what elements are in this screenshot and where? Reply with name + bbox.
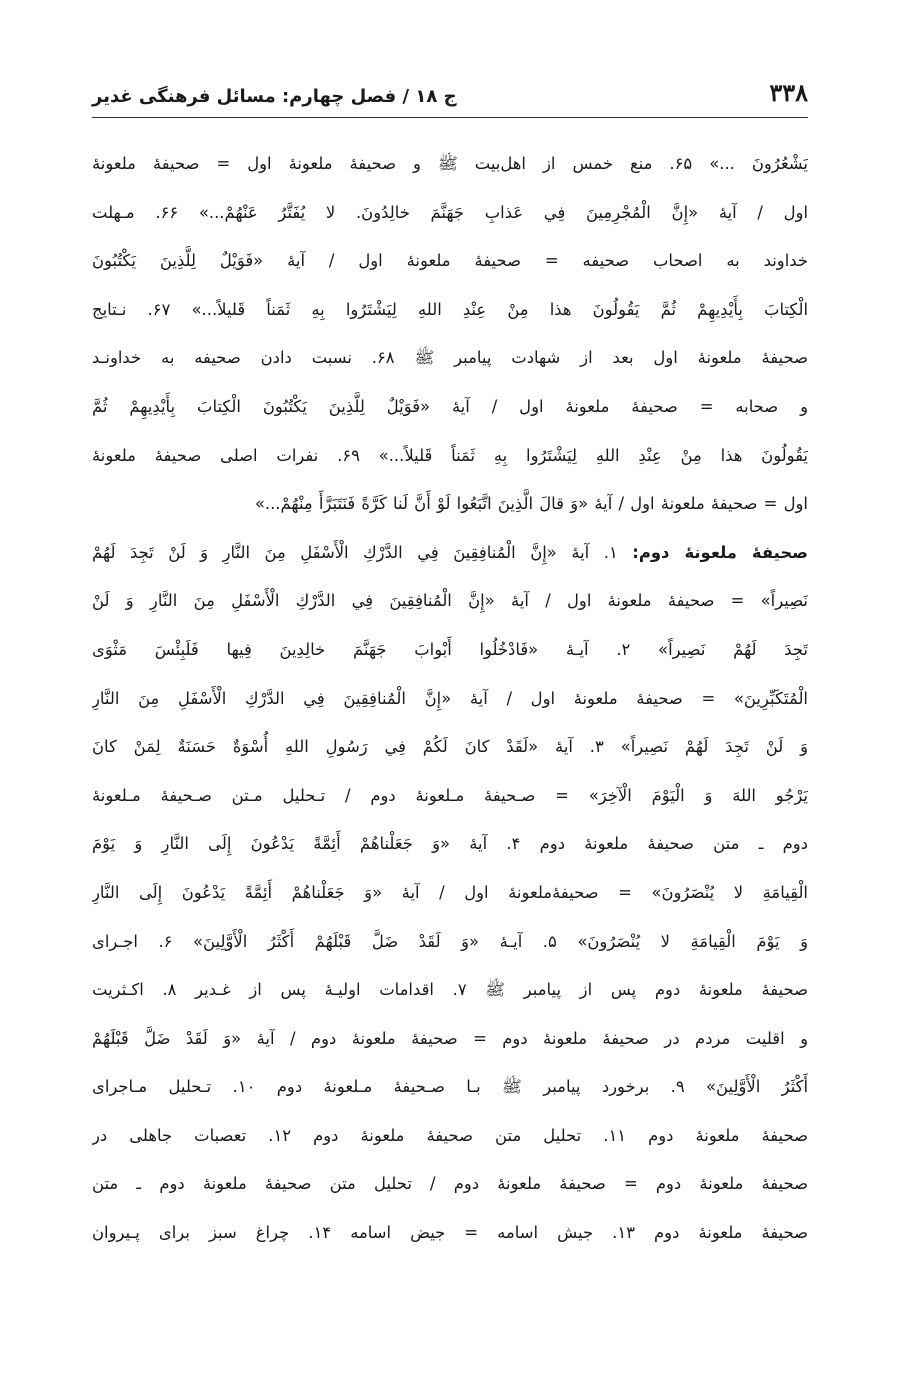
book-page xyxy=(92,0,808,1390)
section-start-line xyxy=(92,529,808,578)
text-line: وَ لَنْ تَجِدَ لَهُمْ نَصِيراً» ۳. آیهٔ «لَقَدْ كانَ لَكُمْ فِي رَسُولِ اللهِ أُسْوَةٌ حَسَنَةٌ لِمَنْ كانَ xyxy=(92,737,808,757)
text-line: صحیفهٔ ملعونهٔ دوم پس از پیامبر ﷺ ۷. اقدامات اولیـهٔ پس از غـدیر ۸. اکـثریت xyxy=(92,980,808,1000)
text-line: يَقُولُونَ هذا مِنْ عِنْدِ اللهِ لِيَشْتَرُوا بِهِ ثَمَناً قَليلاً...» ۶۹. نفرات اصلی صحیفهٔ ملعونهٔ xyxy=(92,445,808,465)
text-line: أَكْثَرُ الْأَوَّلِينَ» ۹. برخورد پیامبر ﷺ بـا صـحیفهٔ مـلعونهٔ دوم ۱۰. تـحلیل مـاجرای xyxy=(92,1077,808,1097)
section-first-line-text: ۱. آیهٔ «إِنَّ الْمُنافِقِينَ فِي الدَّرْكِ الْأَسْفَلِ مِنَ النَّارِ وَ لَنْ تَجِدَ لَهُمْ xyxy=(92,542,618,562)
text-line: تَجِدَ لَهُمْ نَصِيراً» ۲. آیـهٔ «فَادْخُلُوا أَبْوابَ جَهَنَّمَ خالِدِينَ فِيها فَلَبِئْسَ مَثْوَى xyxy=(92,639,808,659)
text-line: نَصِيراً» = صحیفهٔ ملعونهٔ اول / آیهٔ «إِنَّ الْمُنافِقِينَ فِي الدَّرْكِ الْأَسْفَلِ مِنَ النَّارِ وَ لَنْ xyxy=(92,591,808,611)
chapter-title: ج ۱۸ / فصل چهارم: مسائل فرهنگی غدیر xyxy=(92,86,457,107)
text-line: الْمُتَكَبِّرِينَ» = صحیفهٔ ملعونهٔ اول / آیهٔ «إِنَّ الْمُنافِقِينَ فِي الدَّرْكِ الْأَسْفَلِ مِنَ النَّارِ xyxy=(92,688,808,708)
running-header xyxy=(92,62,808,118)
text-line: يَشْعُرُونَ ...» ۶۵. منع خمس از اهل‌بیت ﷺ و صحیفهٔ ملعونهٔ اول = صحیفهٔ ملعونهٔ xyxy=(92,154,808,173)
text-line: و اقلیت مردم در صحیفهٔ ملعونهٔ دوم = صحیفهٔ ملعونهٔ دوم / آیهٔ «وَ لَقَدْ ضَلَّ قَبْلَهُمْ xyxy=(92,1028,808,1048)
text-line: الْكِتابَ بِأَيْدِيهِمْ ثُمَّ يَقُولُونَ هذا مِنْ عِنْدِ اللهِ لِيَشْتَرُوا بِهِ ثَمَناً قَليلاً...» ۶۷. نـتایج xyxy=(92,299,808,319)
body-text xyxy=(92,140,808,1258)
text-line: صحیفهٔ ملعونهٔ دوم ۱۱. تحلیل متن صحیفهٔ ملعونهٔ دوم ۱۲. تعصبات جاهلی در xyxy=(92,1125,808,1145)
section-heading: صحیفهٔ ملعونهٔ دوم: xyxy=(632,542,808,562)
text-line: و صحابه = صحیفهٔ ملعونهٔ اول / آیهٔ «فَوَيْلٌ لِلَّذِينَ يَكْتُبُونَ الْكِتابَ بِأَيْدِيهِمْ ثُمَّ xyxy=(92,396,808,416)
text-line: خداوند به اصحاب صحیفه = صحیفهٔ ملعونهٔ اول / آیهٔ «فَوَيْلٌ لِلَّذِينَ يَكْتُبُونَ xyxy=(92,251,808,271)
text-line: اول / آیهٔ «إِنَّ الْمُجْرِمِينَ فِي عَذابِ جَهَنَّمَ خالِدُونَ. لا يُفَتَّرُ عَنْهُمْ...» ۶۶. مـهلت xyxy=(92,202,808,222)
text-line: اول = صحیفهٔ ملعونهٔ اول / آیهٔ «وَ قالَ الَّذِينَ اتَّبَعُوا لَوْ أَنَّ لَنا كَرَّةً فَنَتَبَرَّأَ مِنْهُمْ...» xyxy=(254,494,808,514)
text-line: صحیفهٔ ملعونهٔ دوم ۱۳. جیش اسامه = جیض اسامه ۱۴. چراغ سبز برای پـیروان xyxy=(92,1223,808,1243)
text-line: صحیفهٔ ملعونهٔ دوم = صحیفهٔ ملعونهٔ دوم / تحلیل متن صحیفهٔ ملعونهٔ دوم ـ متن xyxy=(92,1174,808,1194)
text-line: وَ يَوْمَ الْقِيامَةِ لا يُنْصَرُونَ» ۵. آیـهٔ «وَ لَقَدْ ضَلَّ قَبْلَهُمْ أَكْثَرُ الْأَوَّلِينَ» ۶. اجـرای xyxy=(92,931,808,951)
text-line: الْقِيامَةِ لا يُنْصَرُونَ» = صحیفهٔ‌ملعونهٔ اول / آیهٔ «وَ جَعَلْناهُمْ أَئِمَّةً يَدْعُونَ إِلَى النَّارِ xyxy=(92,882,808,902)
text-line: يَرْجُو اللهَ وَ الْيَوْمَ الْآخِرَ» = صـحیفهٔ مـلعونهٔ دوم / تـحلیل مـتن صـحیفهٔ مـلعونهٔ xyxy=(92,785,808,805)
page-number: ۳۳۸ xyxy=(769,78,808,107)
text-line: صحیفهٔ ملعونهٔ اول بعد از شهادت پیامبر ﷺ ۶۸. نسبت دادن صحیفه به خداونـد xyxy=(92,348,808,368)
text-line: دوم ـ متن صحیفهٔ ملعونهٔ دوم ۴. آیهٔ «وَ جَعَلْناهُمْ أَئِمَّةً يَدْعُونَ إِلَى النَّارِ وَ يَوْمَ xyxy=(92,834,808,854)
